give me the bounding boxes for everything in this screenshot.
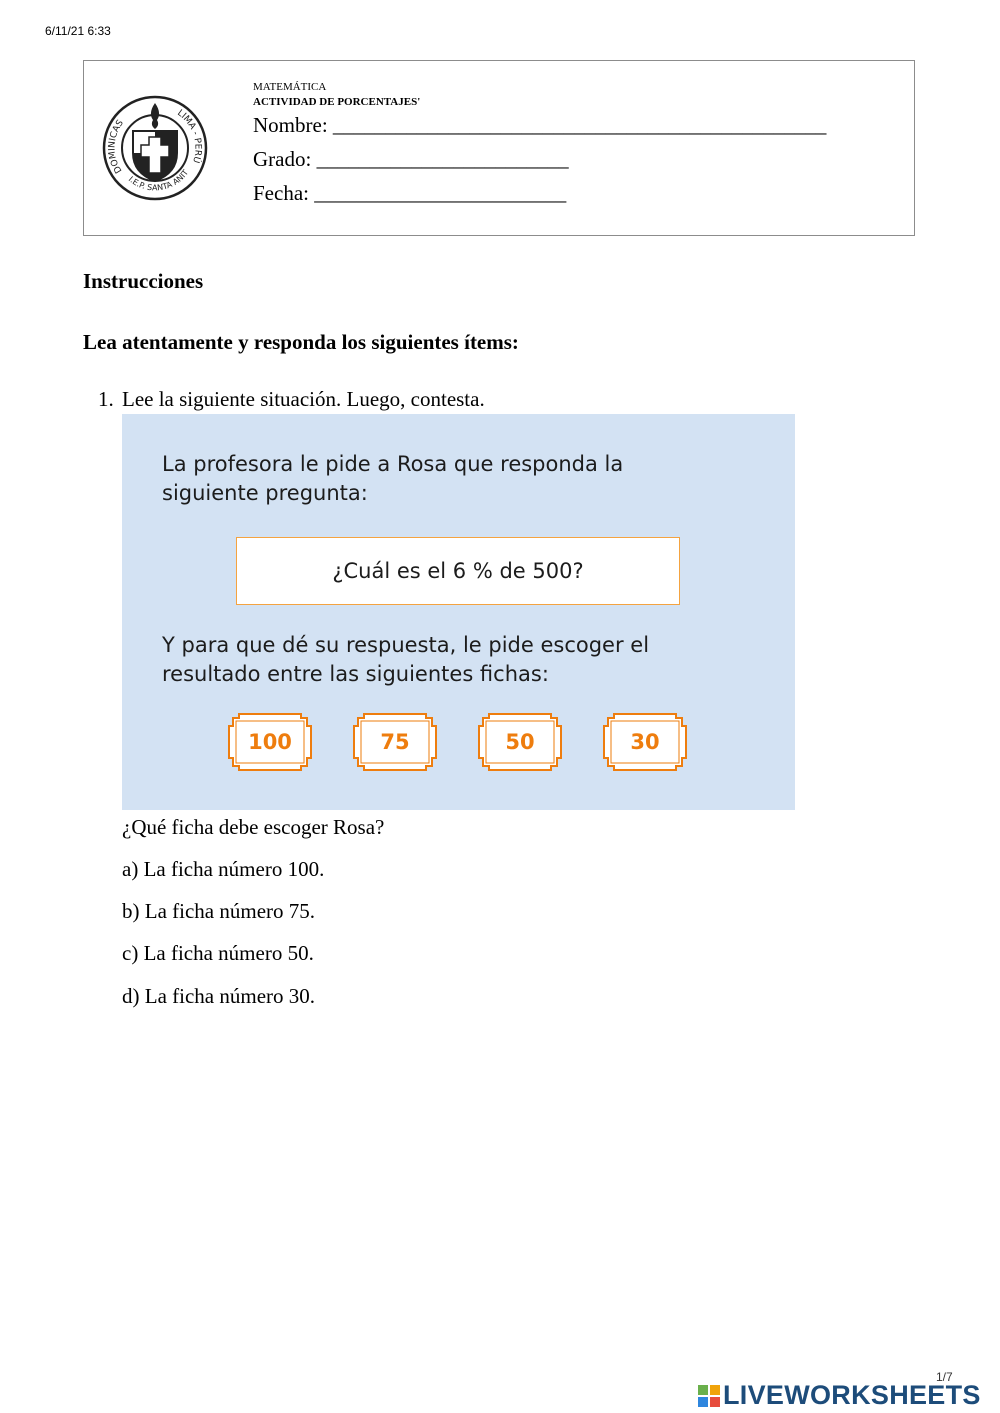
grade-label: Grado: [253, 147, 312, 171]
activity-title: ACTIVIDAD DE PORCENTAJES' [253, 96, 421, 108]
svg-text:DOMINICAS [107, 118, 126, 174]
crest-text-right: LIMA - PERÚ [175, 108, 203, 165]
chip-75[interactable] [352, 712, 438, 772]
chip-label: 100 [248, 730, 292, 754]
liveworksheets-logo-icon [698, 1385, 720, 1407]
chip-30[interactable] [602, 712, 688, 772]
svg-text:LIMA - PERÚ [175, 108, 203, 164]
page-number: 1/7 [936, 1370, 953, 1384]
header-text [253, 80, 826, 210]
question-number: 1. [98, 387, 114, 411]
question-prompt-text: Lee la siguiente situación. Luego, contesta. [122, 387, 485, 411]
question-box-text: ¿Cuál es el 6 % de 500? [332, 559, 584, 583]
name-label: Nombre: [253, 113, 328, 137]
name-line[interactable]: _______________________________________________ [332, 113, 827, 137]
brand-name: LIVEWORKSHEETS [723, 1380, 981, 1410]
school-crest-icon [100, 93, 210, 203]
question-ask: ¿Qué ficha debe escoger Rosa? [122, 815, 385, 839]
panel-instruction [162, 631, 649, 689]
panel-instruction-line-2: resultado entre las siguientes fichas: [162, 662, 549, 686]
date-label: Fecha: [253, 181, 309, 205]
grade-line[interactable]: ________________________ [316, 147, 569, 171]
brand-logo [698, 1380, 981, 1411]
panel-intro-line-2: siguiente pregunta: [162, 481, 368, 505]
print-timestamp: 6/11/21 6:33 [45, 24, 111, 38]
panel-instruction-line-1: Y para que dé su respuesta, le pide escoger el [162, 633, 650, 657]
date-line[interactable]: ________________________ [314, 181, 567, 205]
chip-100[interactable] [227, 712, 313, 772]
question-1-prompt [98, 387, 485, 412]
chip-label: 30 [630, 730, 660, 754]
chip-label: 75 [380, 730, 410, 754]
crest-text-left: DOMINICAS [107, 118, 126, 175]
question-box [236, 537, 680, 605]
chip-label: 50 [505, 730, 535, 754]
option-b[interactable]: b) La ficha número 75. [122, 899, 316, 923]
lead-instruction: Lea atentamente y responda los siguientes ítems: [83, 330, 519, 354]
crest-text-bottom: I.E.P. SANTA ANIT [126, 168, 190, 193]
instructions-heading: Instrucciones [83, 269, 204, 293]
option-a[interactable]: a) La ficha número 100. [122, 857, 325, 881]
panel-intro [162, 450, 623, 508]
subject-label: MATEMÁTICA [253, 81, 327, 93]
panel-intro-line-1: La profesora le pide a Rosa que responda la [162, 452, 624, 476]
date-field[interactable] [253, 176, 826, 210]
chip-50[interactable] [477, 712, 563, 772]
name-field[interactable] [253, 108, 826, 142]
grade-field[interactable] [253, 142, 826, 176]
option-d[interactable]: d) La ficha número 30. [122, 984, 316, 1008]
option-c[interactable]: c) La ficha número 50. [122, 941, 314, 965]
situation-panel [122, 414, 795, 810]
